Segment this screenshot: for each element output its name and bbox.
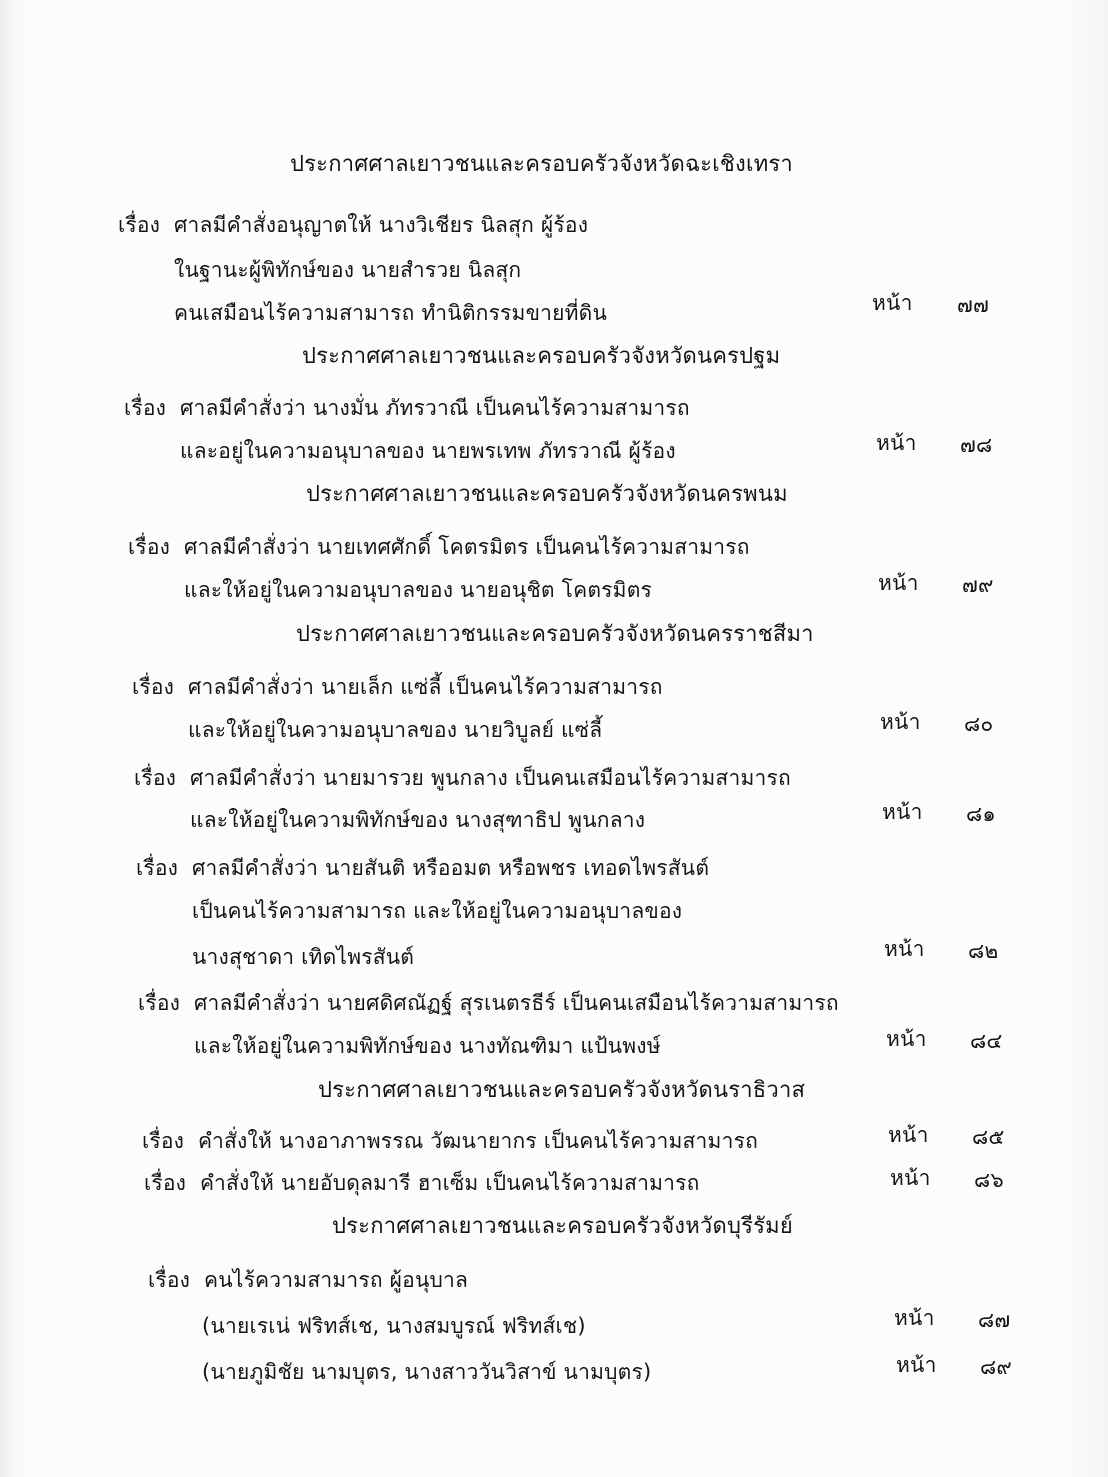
entry-line: ในฐานะผู้พิทักษ์ของ นายสำรวย นิลสุก	[174, 258, 522, 282]
subject-label: เรื่อง	[124, 396, 167, 420]
page-number: ๗๘	[960, 433, 993, 457]
page-number: ๗๗	[957, 293, 989, 317]
page-number: ๘๔	[970, 1029, 1003, 1053]
subject-label: เรื่อง	[128, 535, 171, 559]
entry-line: คนเสมือนไร้ความสามารถ ทำนิติกรรมขายที่ดิน	[174, 301, 608, 325]
page-label: หน้า	[896, 1353, 937, 1377]
sub-item: (นายภูมิชัย นามบุตร, นางสาววันวิสาข์ นามบุตร)	[202, 1360, 652, 1384]
entry-line: และอยู่ในความอนุบาลของ นายพรเทพ ภัทรวาณี ผู้ร้อง	[180, 439, 676, 463]
page-label: หน้า	[884, 937, 925, 961]
entry-line: และให้อยู่ในความอนุบาลของ นายวิบูลย์ แซ่ลี้	[188, 718, 603, 742]
entry-line: ศาลมีคำสั่งว่า นายเทศศักดิ์ โคตรมิตร เป็นคนไร้ความสามารถ	[184, 535, 750, 559]
entry-line: คนไร้ความสามารถ ผู้อนุบาล	[204, 1268, 469, 1292]
subject-label: เรื่อง	[132, 675, 175, 699]
entry-line: นางสุชาดา เทิดไพรสันต์	[192, 945, 415, 969]
entry-line: ศาลมีคำสั่งว่า นายสันติ หรืออมต หรือพชร เทอดไพรสันต์	[192, 856, 710, 880]
page-number: ๘๖	[974, 1168, 1004, 1192]
page-label: หน้า	[872, 291, 913, 315]
page-label: หน้า	[876, 431, 917, 455]
section-heading: ประกาศศาลเยาวชนและครอบครัวจังหวัดนครราชสีมา	[296, 622, 814, 647]
entry-line: ศาลมีคำสั่งว่า นายศดิศณัฏฐ์ สุรเนตรธีร์ เป็นคนเสมือนไร้ความสามารถ	[194, 991, 839, 1015]
entry-line: ศาลมีคำสั่งว่า นายมารวย พูนกลาง เป็นคนเสมือนไร้ความสามารถ	[190, 766, 791, 790]
page-label: หน้า	[890, 1166, 931, 1190]
page-label: หน้า	[888, 1123, 929, 1147]
entry-line: ศาลมีคำสั่งว่า นายเล็ก แซ่ลี้ เป็นคนไร้ความสามารถ	[188, 675, 663, 699]
subject-label: เรื่อง	[136, 856, 179, 880]
section-heading: ประกาศศาลเยาวชนและครอบครัวจังหวัดนครปฐม	[302, 344, 781, 369]
page-label: หน้า	[894, 1306, 935, 1330]
entry-line: เป็นคนไร้ความสามารถ และให้อยู่ในความอนุบาลของ	[192, 899, 683, 923]
page-number: ๘๗	[978, 1308, 1011, 1332]
entry-line: และให้อยู่ในความอนุบาลของ นายอนุชิต โคตรมิตร	[184, 578, 653, 602]
page-label: หน้า	[878, 571, 919, 595]
page-number: ๘๕	[972, 1125, 1005, 1149]
sub-item: (นายเรเน่ ฟริทส์เช, นางสมบูรณ์ ฟริทส์เช)	[202, 1314, 586, 1338]
section-heading: ประกาศศาลเยาวชนและครอบครัวจังหวัดนครพนม	[306, 482, 788, 507]
section-heading: ประกาศศาลเยาวชนและครอบครัวจังหวัดบุรีรัมย์	[332, 1214, 793, 1239]
page-number: ๘๒	[968, 939, 999, 963]
entry-line: คำสั่งให้ นายอับดุลมารี ฮาเซ็ม เป็นคนไร้ความสามารถ	[200, 1171, 700, 1195]
page-number: ๘๐	[964, 712, 994, 736]
section-heading: ประกาศศาลเยาวชนและครอบครัวจังหวัดฉะเชิงเทรา	[290, 152, 793, 177]
page-label: หน้า	[880, 710, 921, 734]
subject-label: เรื่อง	[148, 1268, 191, 1292]
subject-label: เรื่อง	[144, 1171, 187, 1195]
section-heading: ประกาศศาลเยาวชนและครอบครัวจังหวัดนราธิวาส	[318, 1078, 806, 1103]
page-number: ๘๙	[980, 1355, 1012, 1379]
subject-label: เรื่อง	[134, 766, 177, 790]
entry-line: ศาลมีคำสั่งว่า นางมั่น ภัทรวาณี เป็นคนไร้ความสามารถ	[180, 396, 690, 420]
entry-line: คำสั่งให้ นางอาภาพรรณ วัฒนายากร เป็นคนไร้ความสามารถ	[198, 1129, 758, 1153]
subject-label: เรื่อง	[142, 1129, 185, 1153]
entry-line: ศาลมีคำสั่งอนุญาตให้ นางวิเชียร นิลสุก ผู้ร้อง	[174, 213, 589, 237]
page-label: หน้า	[882, 800, 923, 824]
entry-line: และให้อยู่ในความพิทักษ์ของ นางสุฑาธิป พูนกลาง	[190, 808, 646, 832]
entry-line: และให้อยู่ในความพิทักษ์ของ นางทัณฑิมา แป้นพงษ์	[194, 1034, 661, 1058]
page-number: ๘๑	[966, 802, 996, 826]
page-number: ๗๙	[962, 573, 994, 597]
subject-label: เรื่อง	[118, 213, 161, 237]
page-label: หน้า	[886, 1027, 927, 1051]
subject-label: เรื่อง	[138, 991, 181, 1015]
